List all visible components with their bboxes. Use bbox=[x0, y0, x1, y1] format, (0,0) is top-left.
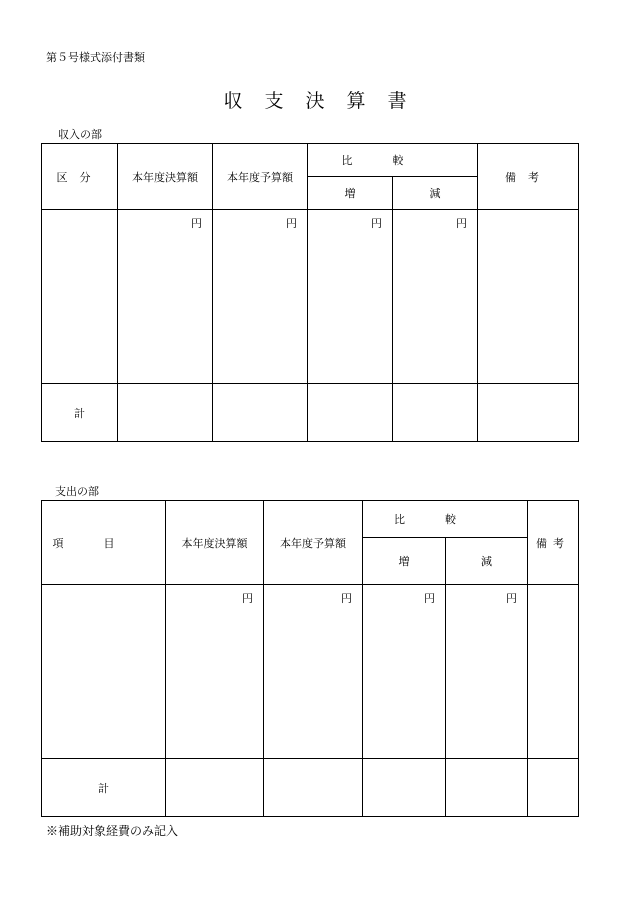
income-table bbox=[41, 143, 579, 442]
document-title: 収支決算書 bbox=[223, 90, 429, 112]
total-increase-cell[interactable] bbox=[308, 384, 393, 442]
total-decrease-cell[interactable] bbox=[446, 759, 528, 817]
increase-cell[interactable]: 円 bbox=[308, 210, 393, 384]
form-label: 第５号様式添付書類 bbox=[46, 51, 145, 64]
total-label: 計 bbox=[42, 759, 166, 817]
decrease-cell[interactable]: 円 bbox=[393, 210, 478, 384]
header-budget: 本年度予算額 bbox=[264, 501, 363, 585]
total-actual-cell[interactable] bbox=[118, 384, 213, 442]
remarks-cell[interactable] bbox=[478, 210, 579, 384]
header-item: 項目 bbox=[42, 501, 166, 585]
category-cell[interactable] bbox=[42, 210, 118, 384]
header-decrease: 減 bbox=[446, 538, 528, 585]
expense-section-label: 支出の部 bbox=[55, 485, 99, 498]
header-increase: 増 bbox=[363, 538, 446, 585]
header-compare: 比較 bbox=[363, 501, 528, 538]
total-label: 計 bbox=[42, 384, 118, 442]
total-budget-cell[interactable] bbox=[264, 759, 363, 817]
total-increase-cell[interactable] bbox=[363, 759, 446, 817]
header-remarks: 備考 bbox=[478, 144, 579, 210]
expense-table bbox=[41, 500, 579, 817]
table-row bbox=[42, 210, 579, 384]
item-cell[interactable] bbox=[42, 585, 166, 759]
header-budget: 本年度予算額 bbox=[213, 144, 308, 210]
header-actual: 本年度決算額 bbox=[118, 144, 213, 210]
decrease-cell[interactable]: 円 bbox=[446, 585, 528, 759]
header-compare: 比較 bbox=[308, 144, 478, 177]
total-remarks-cell[interactable] bbox=[478, 384, 579, 442]
header-actual: 本年度決算額 bbox=[166, 501, 264, 585]
header-category: 区分 bbox=[42, 144, 118, 210]
header-decrease: 減 bbox=[393, 177, 478, 210]
total-actual-cell[interactable] bbox=[166, 759, 264, 817]
header-increase: 増 bbox=[308, 177, 393, 210]
total-budget-cell[interactable] bbox=[213, 384, 308, 442]
actual-cell[interactable]: 円 bbox=[166, 585, 264, 759]
remarks-cell[interactable] bbox=[528, 585, 579, 759]
increase-cell[interactable]: 円 bbox=[363, 585, 446, 759]
header-remarks: 備考 bbox=[528, 501, 579, 585]
actual-cell[interactable]: 円 bbox=[118, 210, 213, 384]
total-decrease-cell[interactable] bbox=[393, 384, 478, 442]
table-row bbox=[42, 585, 579, 759]
total-row bbox=[42, 759, 579, 817]
income-section-label: 収入の部 bbox=[58, 128, 102, 141]
total-row bbox=[42, 384, 579, 442]
budget-cell[interactable]: 円 bbox=[264, 585, 363, 759]
budget-cell[interactable]: 円 bbox=[213, 210, 308, 384]
footnote: ※補助対象経費のみ記入 bbox=[46, 824, 179, 838]
total-remarks-cell[interactable] bbox=[528, 759, 579, 817]
